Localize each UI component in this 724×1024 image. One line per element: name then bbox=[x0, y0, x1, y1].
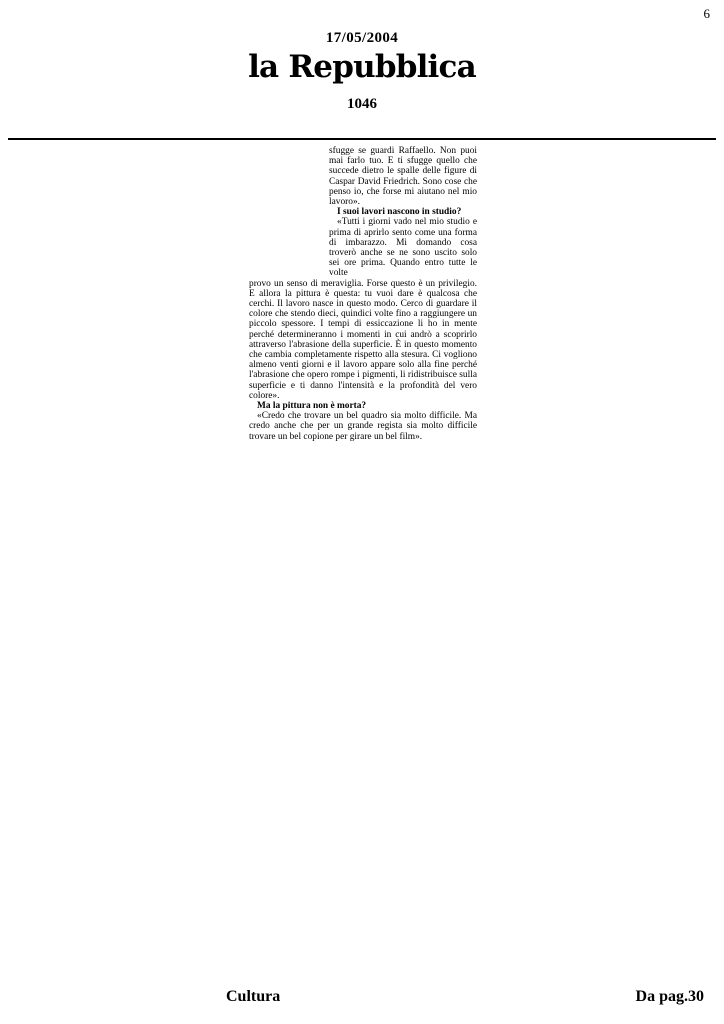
header-divider bbox=[8, 138, 716, 140]
article-paragraph: sfugge se guardi Raffaello. Non puoi mai farlo tuo. E ti sfugge quello che succede dietro le spalle delle figure di Caspar David Friedrich. Sono cose che penso io, che forse mi aiutano nel mio lavoro». bbox=[329, 146, 477, 208]
footer-page-reference: Da pag.30 bbox=[635, 988, 704, 1005]
article-body bbox=[249, 146, 477, 442]
article-column bbox=[249, 146, 477, 442]
issue-number: 1046 bbox=[347, 95, 377, 112]
footer-section-label: Cultura bbox=[226, 988, 281, 1005]
article-question: I suoi lavori nascono in studio? bbox=[337, 207, 462, 218]
page-header bbox=[0, 30, 724, 113]
masthead-title: la Repubblica bbox=[248, 49, 476, 85]
article-paragraph: provo un senso di meraviglia. Forse questo è un privilegio. E allora la pittura è questa: tu vuoi dare è qualcosa che cerchi. Il lavoro nasce in questo modo. Cerco di guardare il colore che stendo dieci, quindici volte fino a raggiungere un piccolo spessore. I tempi di essiccazione li ho in mente perché determineranno i momenti in cui andrò a scoprirlo attraverso l'abrasione della superficie. È in questo momento che cambia completamente rispetto alla stesura. Ci vogliono almeno venti giorni e il lavoro appare solo alla fine perché l'abrasione che opero rompe i pigmenti, li ridistribuisce sulla superficie e ti danno l'intensità e la profondità del vero colore». bbox=[249, 278, 477, 401]
article-question: Ma la pittura non è morta? bbox=[257, 401, 367, 412]
page-number: 6 bbox=[703, 6, 710, 21]
article-paragraph: «Credo che trovare un bel quadro sia molto difficile. Ma credo anche che per un grande regista sia molto difficile trovare un bel copione per girare un bel film». bbox=[249, 411, 477, 442]
publication-date: 17/05/2004 bbox=[325, 30, 399, 46]
article-paragraph: «Tutti i giorni vado nel mio studio e prima di aprirlo sento come una forma di imbarazzo. Mi domando cosa troverò anche se ne sono uscito solo sei ore prima. Quando entro tutte le volte bbox=[329, 217, 477, 279]
